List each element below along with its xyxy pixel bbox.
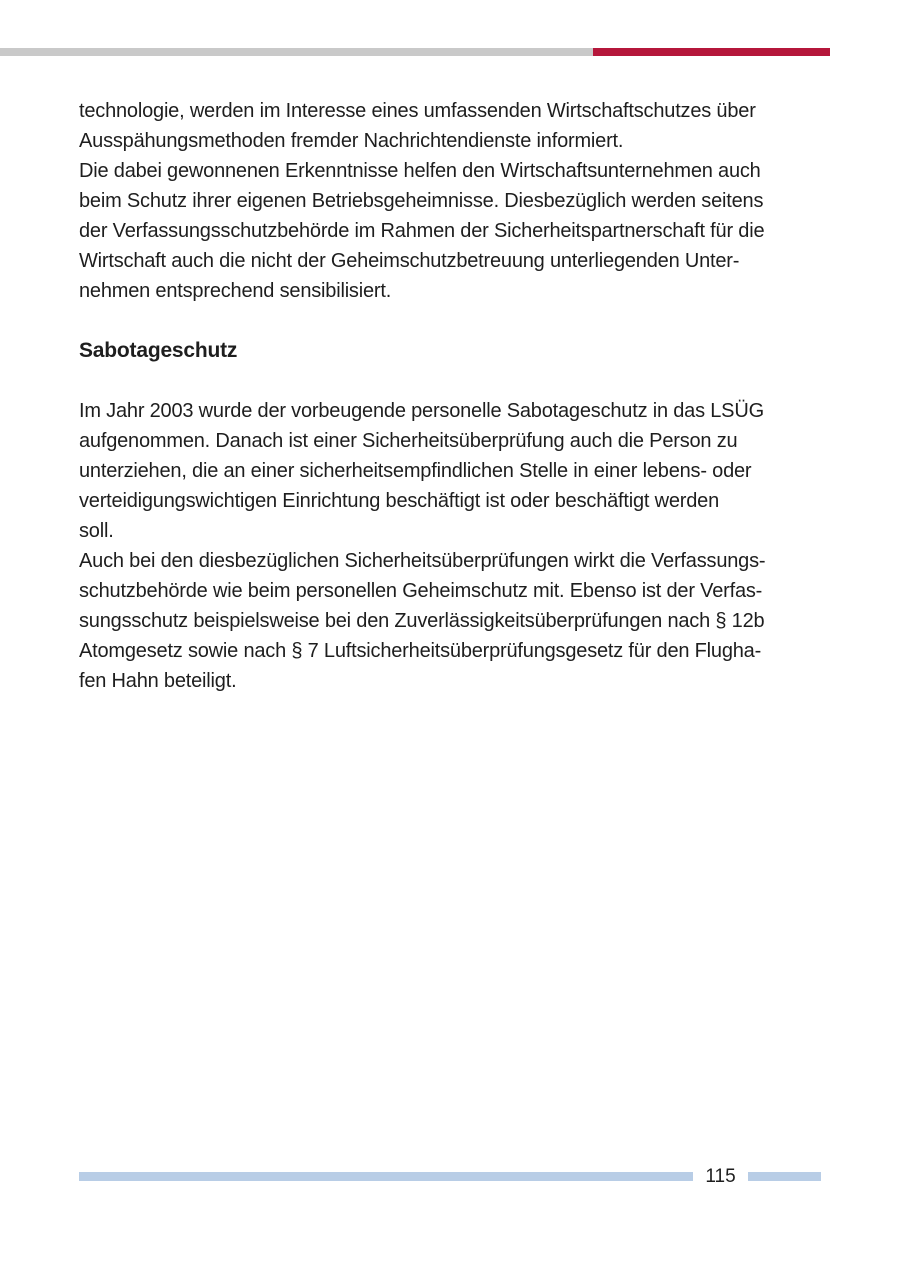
text-line: sungsschutz beispielsweise bei den Zuverlässigkeitsüberprüfungen nach § 12b [79, 610, 765, 632]
text-line: technologie, werden im Interesse eines umfassenden Wirtschaftschutzes über [79, 100, 756, 122]
text-line: unterziehen, die an einer sicherheitsempfindlichen Stelle in einer lebens- oder [79, 460, 752, 482]
text-line: verteidigungswichtigen Einrichtung beschäftigt ist oder beschäftigt werden [79, 490, 720, 512]
text-line: Die dabei gewonnenen Erkenntnisse helfen den Wirtschaftsunternehmen auch [79, 160, 761, 182]
paragraph [79, 156, 824, 306]
page-body [79, 96, 824, 696]
page-number: 115 [705, 1166, 736, 1187]
footer-rule-left [79, 1172, 693, 1181]
text-line: Atomgesetz sowie nach § 7 Luftsicherheitsüberprüfungsgesetz für den Flugha- [79, 640, 762, 662]
text-line: der Verfassungsschutzbehörde im Rahmen der Sicherheitspartnerschaft für die [79, 220, 765, 242]
text-line: nehmen entsprechend sensibilisiert. [79, 280, 392, 302]
footer-rule-right [748, 1172, 821, 1181]
paragraph [79, 396, 824, 546]
paragraph [79, 96, 824, 156]
paragraph [79, 546, 824, 696]
header-rule-grey [0, 48, 593, 56]
text-line: schutzbehörde wie beim personellen Geheimschutz mit. Ebenso ist der Verfas- [79, 580, 763, 602]
header-rule-accent [593, 48, 830, 56]
section-heading: Sabotageschutz [79, 339, 238, 362]
text-line: Ausspähungsmethoden fremder Nachrichtendienste informiert. [79, 130, 624, 152]
text-line: Im Jahr 2003 wurde der vorbeugende personelle Sabotageschutz in das LSÜG [79, 400, 764, 422]
text-line: beim Schutz ihrer eigenen Betriebsgeheimnisse. Diesbezüglich werden seitens [79, 190, 764, 212]
text-line: Auch bei den diesbezüglichen Sicherheitsüberprüfungen wirkt die Verfassungs- [79, 550, 766, 572]
text-line: Wirtschaft auch die nicht der Geheimschutzbetreuung unterliegenden Unter- [79, 250, 740, 272]
text-line: fen Hahn beteiligt. [79, 670, 237, 692]
text-line: aufgenommen. Danach ist einer Sicherheitsüberprüfung auch die Person zu [79, 430, 738, 452]
text-line: soll. [79, 520, 114, 542]
